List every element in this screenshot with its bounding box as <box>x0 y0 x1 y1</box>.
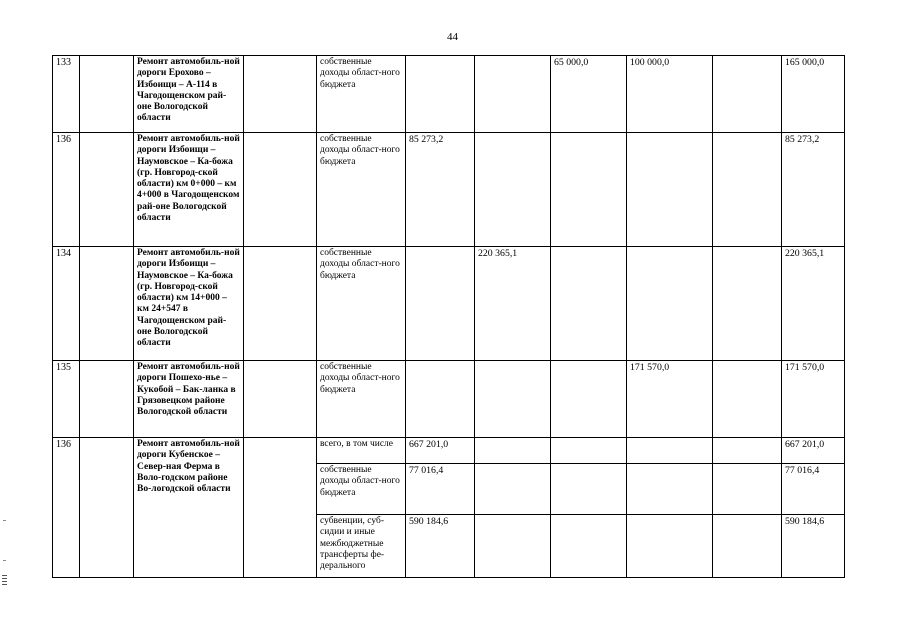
value-cell <box>551 438 627 464</box>
table-row <box>53 361 845 438</box>
object-name: Ремонт автомобиль-ной дороги Ерохово – Избоищи – А-114 в Чагодощенском рай-оне Вологодской области <box>134 56 244 133</box>
value-cell <box>475 361 551 438</box>
value-cell <box>406 361 475 438</box>
value-cell <box>551 133 627 247</box>
row-number: 134 <box>53 247 80 361</box>
funding-source: собственные доходы област-ного бюджета <box>317 361 406 438</box>
total-cell: 85 273,2 <box>782 133 845 247</box>
value-cell <box>475 464 551 515</box>
value-cell <box>627 438 713 464</box>
value-cell <box>627 133 713 247</box>
object-name: Ремонт автомобиль-ной дороги Избоищи – Наумовское – Ка-божа (гр. Новгород-ской области) км 14+000 – км 24+547 в Чагодощенском рай-оне Вологодской области <box>134 247 244 361</box>
funding-source: собственные доходы област-ного бюджета <box>317 56 406 133</box>
value-cell <box>406 247 475 361</box>
value-cell <box>713 247 782 361</box>
value-cell: 65 000,0 <box>551 56 627 133</box>
value-cell <box>713 515 782 578</box>
scan-edge-marks <box>2 575 7 587</box>
page-number: 44 <box>447 31 458 43</box>
value-cell <box>627 515 713 578</box>
value-cell <box>627 247 713 361</box>
value-cell <box>551 247 627 361</box>
value-cell <box>551 464 627 515</box>
empty-cell <box>244 56 317 133</box>
value-cell <box>475 133 551 247</box>
value-cell <box>406 56 475 133</box>
value-cell <box>713 56 782 133</box>
scan-dot <box>3 520 6 521</box>
row-number: 135 <box>53 361 80 438</box>
funding-source: собственные доходы област-ного бюджета <box>317 247 406 361</box>
value-cell <box>713 438 782 464</box>
empty-cell <box>244 133 317 247</box>
empty-cell <box>80 361 134 438</box>
empty-cell <box>80 133 134 247</box>
row-number: 133 <box>53 56 80 133</box>
total-cell: 220 365,1 <box>782 247 845 361</box>
value-cell <box>475 438 551 464</box>
empty-cell <box>244 361 317 438</box>
total-cell: 165 000,0 <box>782 56 845 133</box>
funding-source: собственные доходы област-ного бюджета <box>317 464 406 515</box>
object-name: Ремонт автомобиль-ной дороги Пошехо-нье – Кукобой – Бак-ланка в Грязовецком районе Вологодской области <box>134 361 244 438</box>
value-cell: 220 365,1 <box>475 247 551 361</box>
object-name: Ремонт автомобиль-ной дороги Кубенское – Север-ная Ферма в Воло-годском районе Во-логодской области <box>134 438 244 578</box>
funding-source: собственные доходы област-ного бюджета <box>317 133 406 247</box>
budget-table <box>52 55 845 578</box>
empty-cell <box>80 438 134 578</box>
empty-cell <box>244 438 317 578</box>
value-cell <box>627 464 713 515</box>
funding-source: всего, в том числе <box>317 438 406 464</box>
value-cell: 100 000,0 <box>627 56 713 133</box>
table-row <box>53 438 845 464</box>
value-cell: 590 184,6 <box>406 515 475 578</box>
value-cell <box>713 361 782 438</box>
total-cell: 77 016,4 <box>782 464 845 515</box>
value-cell <box>475 56 551 133</box>
total-cell: 171 570,0 <box>782 361 845 438</box>
total-cell: 590 184,6 <box>782 515 845 578</box>
object-name: Ремонт автомобиль-ной дороги Избоищи – Наумовское – Ка-божа (гр. Новгород-ской области) км 0+000 – км 4+000 в Чагодощенском рай-оне Вологодской области <box>134 133 244 247</box>
row-number: 136 <box>53 438 80 578</box>
value-cell <box>551 361 627 438</box>
funding-source: субвенции, суб-сидии и иные межбюджетные трансферты фе-дерального <box>317 515 406 578</box>
value-cell: 85 273,2 <box>406 133 475 247</box>
empty-cell <box>244 247 317 361</box>
value-cell: 77 016,4 <box>406 464 475 515</box>
value-cell <box>551 515 627 578</box>
value-cell <box>713 133 782 247</box>
empty-cell <box>80 56 134 133</box>
value-cell <box>713 464 782 515</box>
scan-dot <box>3 560 6 561</box>
value-cell <box>475 515 551 578</box>
table-row <box>53 56 845 133</box>
value-cell: 667 201,0 <box>406 438 475 464</box>
empty-cell <box>80 247 134 361</box>
row-number: 136 <box>53 133 80 247</box>
table-row <box>53 133 845 247</box>
total-cell: 667 201,0 <box>782 438 845 464</box>
value-cell: 171 570,0 <box>627 361 713 438</box>
table-row <box>53 247 845 361</box>
